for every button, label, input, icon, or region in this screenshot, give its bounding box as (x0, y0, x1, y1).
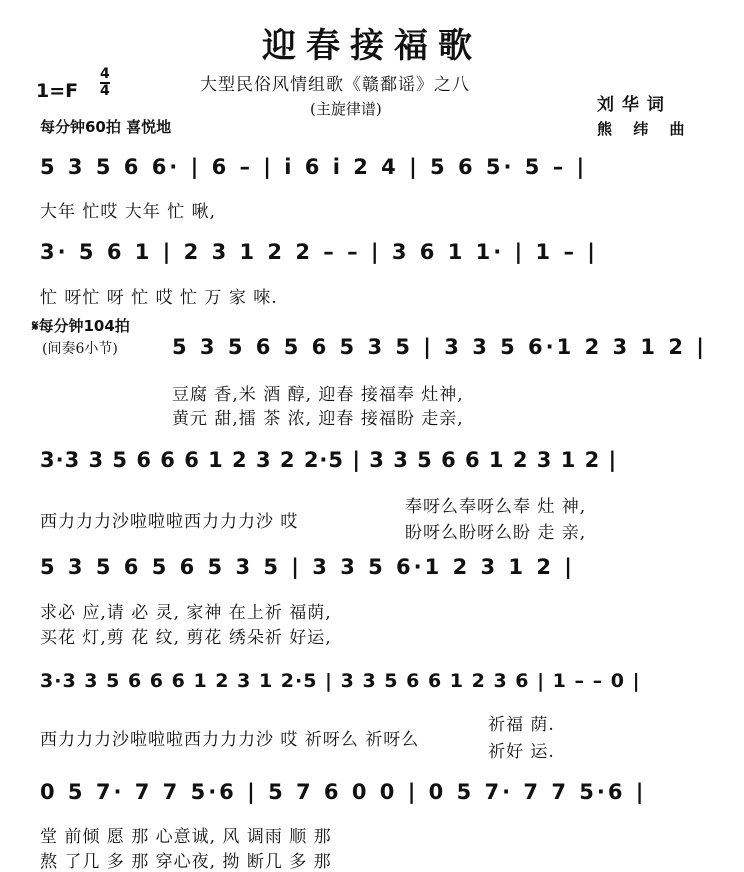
time-signature-bottom: 4 (100, 83, 110, 99)
lyrics-row-7-verse2: 熬 了几 多 那 穿心夜, 拗 断几 多 那 (40, 852, 332, 872)
lyrics-row-6-verse2: 祈好 运. (488, 742, 555, 762)
notation-row-1: 5 3 5 6 6· | 6 – | i 6 i 2 4 | 5 6 5· 5 – | (40, 155, 588, 179)
song-title: 迎春接福歌 (262, 26, 482, 66)
notation-row-7: 0 5 7· 7 7 5·6 | 5 7 6 0 0 | 0 5 7· 7 7 5·6 | (40, 780, 647, 804)
lyrics-row-6-verse1: 祈福 荫. (488, 715, 555, 735)
notation-row-3: 5 3 5 6 5 6 5 3 5 | 3 3 5 6·1 2 3 1 2 | (172, 335, 707, 359)
lyrics-row-4-verse2: 盼呀么盼呀么盼 走 亲, (405, 523, 587, 543)
lyricist-credit: 刘 华 词 (597, 95, 665, 115)
lyrics-row-3-verse1: 豆腐 香,米 酒 醇, 迎春 接福奉 灶神, (172, 385, 464, 405)
segno-icon: 𝄋 (32, 317, 39, 335)
notation-row-2: 3· 5 6 1 | 2 3 1 2 2 – – | 3 6 1 1· | 1 – | (40, 240, 598, 264)
interlude-note: (间奏6小节) (42, 341, 118, 357)
song-subtitle: 大型民俗风情组歌《赣鄱谣》之八 (200, 75, 470, 95)
lyrics-row-5-verse2: 买花 灯,剪 花 纹, 剪花 绣朵祈 好运, (40, 628, 332, 648)
notation-row-5: 5 3 5 6 5 6 5 3 5 | 3 3 5 6·1 2 3 1 2 | (40, 555, 575, 579)
lyrics-row-4-main: 西力力力沙啦啦啦西力力力沙 哎 (40, 512, 299, 532)
lyrics-row-1: 大年 忙哎 大年 忙 啾, (40, 202, 217, 222)
lyrics-row-3-verse2: 黄元 甜,擂 茶 浓, 迎春 接福盼 走亲, (172, 409, 464, 429)
time-signature (100, 67, 110, 99)
lyrics-row-5-verse1: 求必 应,请 必 灵, 家神 在上祈 福荫, (40, 603, 332, 623)
time-signature-top: 4 (100, 66, 110, 82)
tempo-marking: 每分钟60拍 喜悦地 (40, 118, 172, 136)
section2-tempo: 每分钟104拍 (38, 317, 130, 335)
notation-row-4: 3·3 3 5 6 6 6 1 2 3 2 2·5 | 3 3 5 6 6 1 2 3 1 2 | (40, 448, 618, 472)
lyrics-row-6-main: 西力力力沙啦啦啦西力力力沙 哎 祈呀么 祈呀么 (40, 730, 420, 750)
segno-tempo-marking (32, 315, 130, 336)
lyrics-row-2: 忙 呀忙 呀 忙 哎 忙 万 家 唻. (40, 288, 278, 308)
lyrics-row-4-verse1: 奉呀么奉呀么奉 灶 神, (405, 497, 587, 517)
key-signature: 1=F (36, 80, 79, 102)
score-note: (主旋律谱) (310, 100, 382, 118)
lyrics-row-7-verse1: 堂 前倾 愿 那 心意诚, 风 调雨 顺 那 (40, 827, 332, 847)
notation-row-6: 3·3 3 5 6 6 6 1 2 3 1 2·5 | 3 3 5 6 6 1 2 3 6 | 1 – – 0 | (40, 670, 641, 692)
composer-credit: 熊 纬 曲 (597, 120, 693, 138)
